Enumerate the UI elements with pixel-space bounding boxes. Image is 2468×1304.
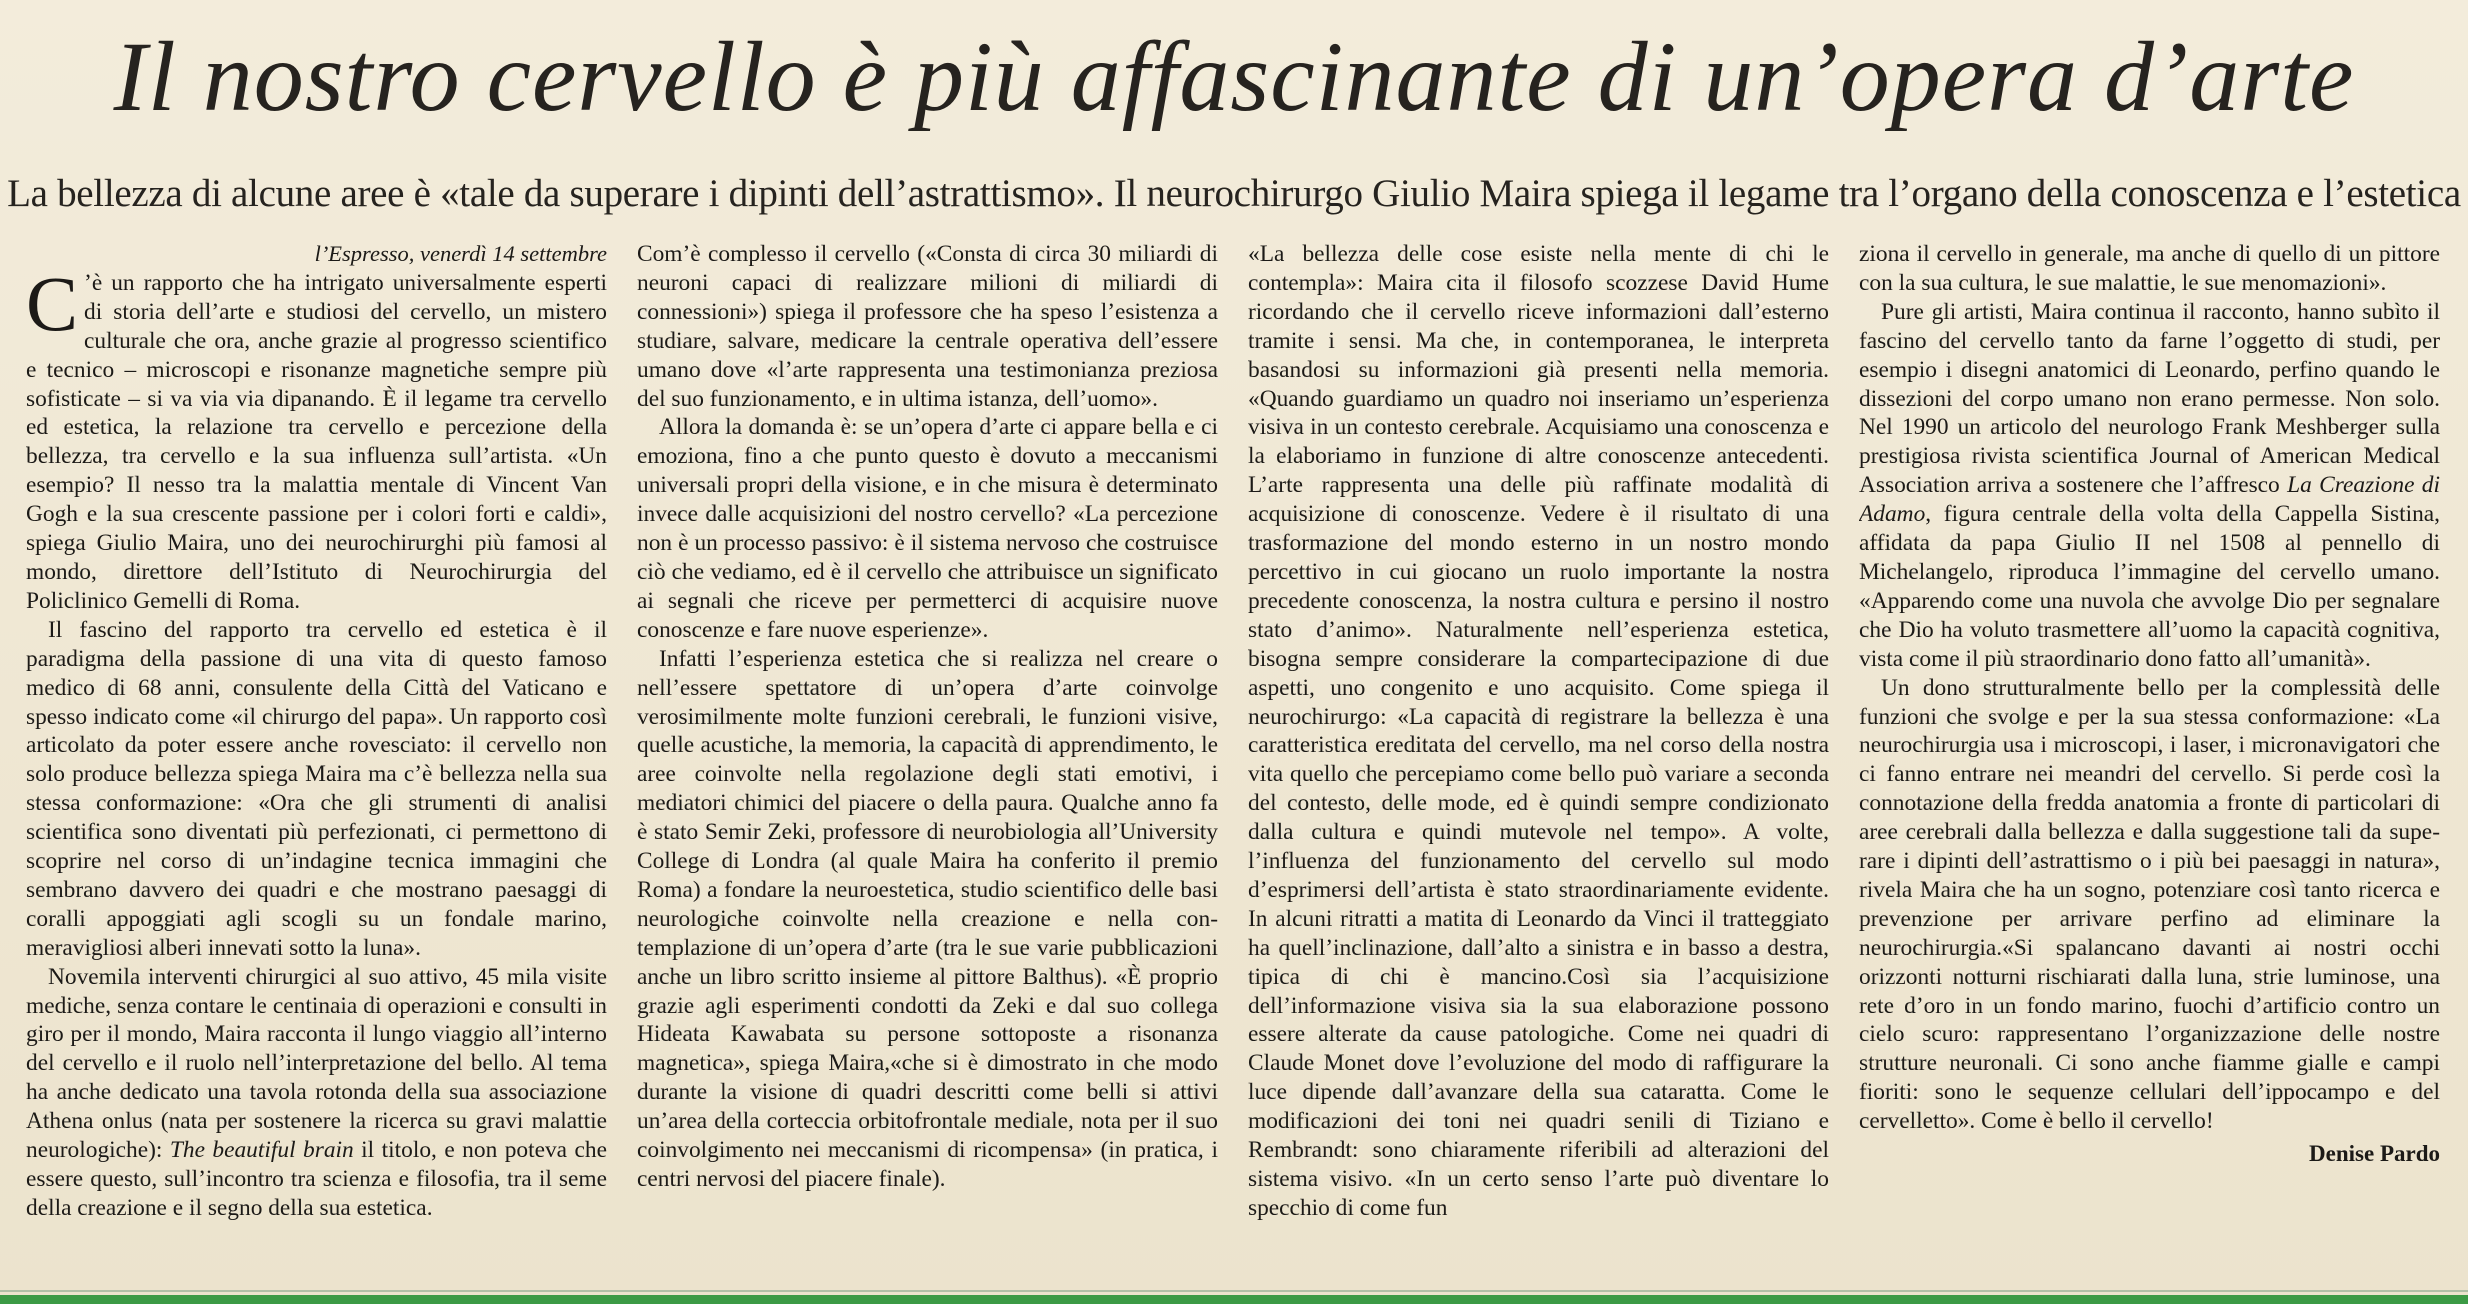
paragraph: Infatti l’esperienza estetica che si realizza nel creare o nell’essere spettatore di un’opera d’arte coinvolge verosimilmente molte funzioni cerebrali, le funzioni visive, quelle acustiche, la memoria, la capacità di apprendimento, le aree coinvolte nella regolazione degli stati emotivi, i mediatori chimici del piacere o della paura. Qualche anno fa è stato Semir Zeki, professore di neurobiologia all’University College di Londra (al quale Maira ha conferito il premio Roma) a fondare la neuroestetica, studio scientifico delle basi neurologiche coinvolte nella creazione e nella contemplazione di un’opera d’arte (tra le sue varie pubblicazioni anche un libro scritto insieme al pittore Balthus). «È proprio grazie agli esperimenti condotti da Zeki e dal suo collega Hideata Kawabata su persone sottoposte a risonanza magnetica», spiega Maira,«che si è dimostrato in che modo durante la visione di quadri descritti come belli si attivi un’area della corteccia orbitofrontale mediale, nota per il suo coinvolgimento nei meccanismi di ricompensa» (in pratica, i centri nervosi del piacere finale). <box>637 645 1218 1192</box>
headline: Il nostro cervello è più affascinante di un’opera d’arte <box>113 21 2355 132</box>
dateline: l’Espresso, venerdì 14 settembre <box>314 241 607 266</box>
italic-title: La Creazione di Adamo <box>1859 472 2440 528</box>
author-signature: Denise Pardo <box>2309 1141 2440 1167</box>
paragraph: Un dono strutturalmente bello per la complessità delle funzioni che svolge e per la sua stessa conformazione: «La neurochirurgia usa i microscopi, i laser, i micronavigatori che ci fanno entrare nei meandri del cervello. Si perde così la connotazione della fredda anatomia a fronte di particolari di aree cerebrali dalla bellezza e dalla suggestione tali da superare i dipinti dell’astrattismo o i più bei paesaggi in natura», rivela Maira che ha un sogno, potenziare così tanto ricerca e prevenzione per arrivare perfino ad eliminare la neurochirurgia.«Si spalancano davanti ai nostri occhi orizzonti notturni rischiarati dalla luna, strie luminose, una rete d’oro in un fondo marino, fuochi d’artificio contro un cielo scuro: rappresentano l’organizzazione delle nostre strutture neuronali. Ci sono anche fiamme gialle e campi fioriti: sono le sequenze cellulari dell’ippocampo e del cervelletto». Come è bello il cervello! <box>1859 674 2440 1135</box>
paragraph-text: , figura centrale della volta della Cappella Sistina, affidata da papa Giulio II nel 1508 al pennello di Michelangelo, riproduca l’immagine del cervello umano. «Apparendo come una nuvola che avvolge Dio per segnalare che Dio ha voluto trasmettere all’uomo la capacità cognitiva, vista come il più straordinario dono fatto all’umanità». <box>1859 501 2440 672</box>
bottom-green-rule <box>0 1295 2468 1304</box>
subheadline-deck: La bellezza di alcune aree è «tale da superare i dipinti dell’astrattismo». Il neurochirurgo Giulio Maira spiega il legame tra l’organo della conoscenza e l’estetica <box>7 172 2461 215</box>
paragraph: «La bellezza delle cose esiste nella mente di chi le contempla»: Maira cita il filosofo scozzese David Hume ricordando che il cervello riceve informazioni dall’esterno tramite i sensi. Ma che, in contemporanea, le interpreta basandosi su informazioni già presenti nella memoria. «Quando guardiamo un quadro noi inseriamo un’esperienza visiva in un contesto cerebrale. Acquisiamo una conoscenza e la elaboriamo in funzione di altre conoscenze antecedenti. L’arte rappresenta una delle più raffinate modalità di acquisizione di conoscenze. Vedere è il risultato di una trasformazione del mondo esterno in un nostro mondo percettivo in cui giocano un ruolo importante la nostra precedente conoscenza, la nostra cultura e persino il nostro stato d’animo». Naturalmente nell’esperienza estetica, bisogna sempre considerare la compartecipazione di due aspetti, uno congenito e uno acquisito. Come spiega il neurochirurgo: «La capacità di registrare la bellezza è una caratteristica ereditata del cervello, ma nel corso della nostra vita quello che percepiamo come bello può variare a seconda del contesto, delle mode, ed è quindi sempre condizionato dalla cultura e quindi mutevole nel tempo». A volte, l’influenza del funzionamento del cervello sul modo d’esprimersi dell’artista è stato straordinariamente evidente. In alcuni ritratti a matita di Leonardo da Vinci il tratteggiato ha quell’inclinazione, dall’alto a sinistra e in basso a destra, tipica di chi è mancino.Così sia l’acquisizione dell’informazione visiva sia la sua elaborazione possono essere alterate da cause patologiche. Come nei quadri di Claude Monet dove l’evoluzione del modo di raffigurare la luce dipende dall’avanzare della sua cataratta. Come le modificazioni dei toni nei quadri senili di Tiziano e Rembrandt: sono chiaramente riferibili ad alterazioni del sistema visivo. «In un certo senso l’arte può diventare lo specchio di come fun <box>1248 241 1829 1221</box>
paragraph: ziona il cervello in generale, ma anche di quello di un pittore con la sua cultura, le sue malattie, le sue menomazioni». <box>1859 241 2440 296</box>
drop-cap: C <box>26 259 79 347</box>
paragraph-text: ’è un rapporto che ha intrigato universalmente esperti di storia dell’arte e studiosi del cervello, un mistero culturale che ora, anche grazie al progresso scientifico e tecnico – microscopi e risonanze magnetiche sempre più sofisticate – si va via via dipanando. È il legame tra cervello ed estetica, la relazione tra cervello e percezione della bellezza, tra cervello e la sua influenza sull’artista. «Un esempio? Il nesso tra la malattia mentale di Vincent Van Gogh e la sua crescente passione per i colori forti e caldi», spiega Giulio Maira, uno dei neurochirurghi più famosi al mondo, direttore dell’Istituto di Neurochirurgia del Policlinico Gemelli di Roma. <box>26 269 607 614</box>
paragraph <box>1859 298 2440 674</box>
paragraph-text: Novemila interventi chirurgici al suo attivo, 45 mila visite mediche, senza contare le centinaia di operazioni e consulti in giro per il mondo, Maira racconta il lungo viaggio all’interno del cervello e il ruolo nell’interpretazione del bello. Al tema ha anche dedicato una tavola rotonda della sua associazione Athena onlus (nata per sostenere la ricerca su gravi malattie neurologiche): <box>26 963 607 1164</box>
bottom-thin-rule <box>0 1290 2468 1292</box>
paragraph <box>26 259 607 616</box>
column-4 <box>1859 240 2440 1280</box>
paragraph: Il fascino del rapporto tra cervello ed estetica è il paradigma della passione di una vita di questo famoso medico di 68 anni, consulente della Città del Vaticano e spesso indicato come «il chirurgo del papa». Un rapporto così articolato da poter essere anche rovesciato: il cervello non solo produce bellezza spiega Maira ma c’è bellezza nella sua stessa conformazione: «Ora che gli strumenti di analisi scientifica sono diventati più perfezionati, ci permettono di scoprire nel corso di un’indagine tecnica immagini che sembrano davvero dei quadri e che mostrano paesaggi di coralli appoggiati agli scogli su un fondale marino, meravigliosi alberi innevati sotto la luna». <box>26 616 607 961</box>
italic-title: The beautiful brain <box>169 1137 354 1164</box>
paragraph: Com’è complesso il cervello («Consta di circa 30 miliardi di neuroni capaci di realizzare milioni di miliardi di connessioni») spiega il professore che ha speso l’esistenza a studiare, salvare, medicare la centrale operativa dell’essere umano dove «l’arte rappresenta una testimonianza preziosa del suo funzionamento, e in ultima istanza, dell’uomo». <box>637 241 1218 412</box>
paragraph-text: Pure gli artisti, Maira continua il racconto, hanno subìto il fascino del cervello tanto da farne l’oggetto di studi, per esempio i disegni anatomici di Leonardo, perfino quando le dissezioni del corpo umano non erano permesse. Non solo. Nel 1990 un articolo del neurologo Frank Meshberger sulla prestigiosa rivista scientifica Journal of American Medical Association arriva a sostenere che l’affresco <box>1859 298 2440 499</box>
column-3 <box>1248 240 1829 1280</box>
paragraph: Allora la domanda è: se un’opera d’arte ci appare bella e ci emoziona, fino a che punto questo è dovuto a meccanismi universali propri della visione, e in che misura è determinato invece dalle acquisizioni del nostro cervello? «La percezione non è un processo passivo: è il sistema nervoso che costruisce ciò che vediamo, ed è il cervello che attribuisce un significato ai segnali che riceve per permetterci di acquisire nuove conoscenze e fare nuove esperienze». <box>637 414 1218 643</box>
column-1 <box>26 240 607 1280</box>
paragraph-text: il titolo, e non poteva che essere questo, sull’incontro tra scienza e filosofia, tra il seme della creazione e il segno della sua estetica. <box>26 1137 607 1221</box>
article-body <box>26 240 2450 1280</box>
paragraph <box>26 963 607 1223</box>
column-2 <box>637 240 1218 1280</box>
